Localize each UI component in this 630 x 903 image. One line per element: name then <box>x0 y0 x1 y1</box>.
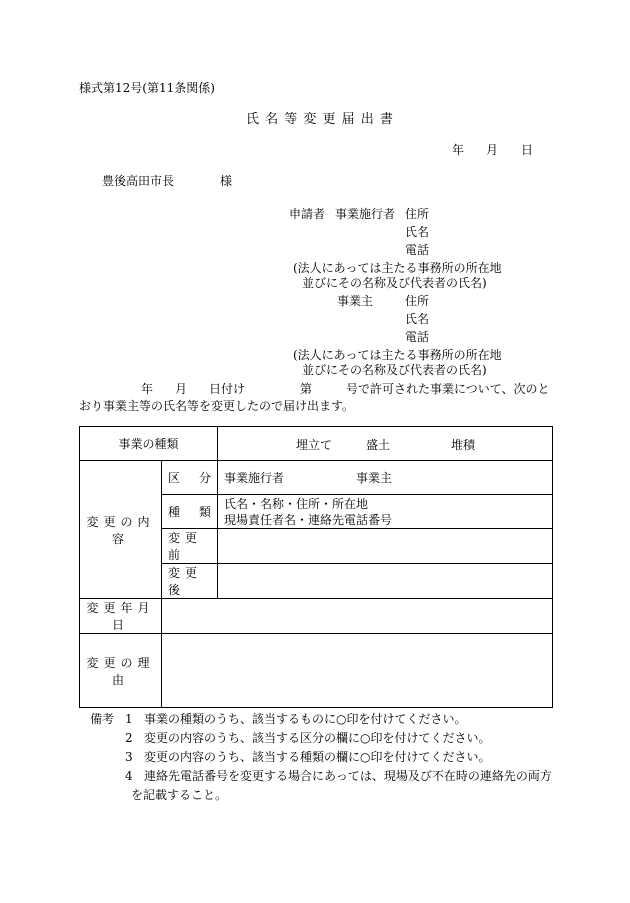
body-number-prefix: 第 <box>300 382 313 396</box>
body-year: 年 <box>141 382 154 396</box>
body-month: 月 <box>175 382 188 396</box>
operator-role: 事業施行者 <box>335 207 396 221</box>
note-text: 事業の種類のうち、該当するものに○印を付けてください。 <box>144 712 467 726</box>
change-date-label: 変更年月日 <box>80 599 162 634</box>
note-number: 2 <box>125 731 133 745</box>
note-text-continued: を記載すること。 <box>131 788 228 802</box>
page-title: 氏 名 等 変 更 届 出 書 <box>246 112 394 127</box>
change-reason-label: 変更の理由 <box>80 634 162 708</box>
table-row <box>80 461 553 495</box>
kind-label: 種 類 <box>162 495 218 529</box>
note-text: 連絡先電話番号を変更する場合にあっては、現場及び不在時の連絡先の両方 <box>144 769 552 783</box>
business-type-options[interactable] <box>218 427 553 461</box>
corporate-note: (法人にあっては主たる事務所の所在地 <box>293 348 502 362</box>
kind-line-2[interactable]: 現場責任者名・連絡先電話番号 <box>224 512 393 527</box>
note-text: 変更の内容のうち、該当する種類の欄に○印を付けてください。 <box>144 750 491 764</box>
operator-address-label: 住所 <box>405 207 430 221</box>
before-label: 変更前 <box>162 529 218 564</box>
change-reason-value[interactable] <box>162 634 553 708</box>
owner-address-label: 住所 <box>405 294 430 308</box>
business-type-label: 事業の種類 <box>80 427 218 461</box>
after-value[interactable] <box>218 564 553 599</box>
corporate-note: 並びにその名称及び代表者の氏名) <box>302 363 487 377</box>
corporate-note: (法人にあっては主たる事務所の所在地 <box>293 261 502 275</box>
notes-label: 備考 <box>90 712 115 726</box>
category-options[interactable]: 事業施行者 事業主 <box>218 461 553 495</box>
note-number: 3 <box>125 750 133 764</box>
note-number: 1 <box>125 712 133 726</box>
corporate-note: 並びにその名称及び代表者の氏名) <box>302 276 487 290</box>
date-month: 月 <box>486 143 499 157</box>
table-row <box>80 634 553 708</box>
change-date-value[interactable] <box>162 599 553 634</box>
business-type-stockpile[interactable]: 堆積 <box>451 437 476 452</box>
change-details-label: 変更の内容 <box>80 461 162 599</box>
business-type-landfill[interactable]: 埋立て <box>296 437 333 452</box>
date-year: 年 <box>452 143 465 157</box>
note-number: 4 <box>125 769 133 783</box>
operator-name-label: 氏名 <box>405 225 430 239</box>
body-day-dated: 日付け <box>209 382 246 396</box>
kind-options[interactable] <box>218 495 553 529</box>
owner-phone-label: 電話 <box>405 330 430 344</box>
operator-phone-label: 電話 <box>405 243 430 257</box>
date-day: 日 <box>521 143 534 157</box>
applicant-label: 申請者 <box>289 207 326 221</box>
note-text: 変更の内容のうち、該当する区分の欄に○印を付けてください。 <box>144 731 491 745</box>
category-label: 区 分 <box>162 461 218 495</box>
form-number: 様式第12号(第11条関係) <box>79 81 215 95</box>
owner-name-label: 氏名 <box>405 312 430 326</box>
kind-line-1[interactable]: 氏名・名称・住所・所在地 <box>224 496 369 511</box>
after-label: 変更後 <box>162 564 218 599</box>
table-row <box>80 427 553 461</box>
before-value[interactable] <box>218 529 553 564</box>
addressee-honorific: 様 <box>220 174 233 188</box>
change-form-table <box>79 426 553 708</box>
business-type-embankment[interactable]: 盛土 <box>366 437 391 452</box>
body-line1: 号で許可された事業について、次のと <box>346 382 550 396</box>
addressee-name: 豊後高田市長 <box>102 174 175 188</box>
table-row <box>80 599 553 634</box>
body-line2: おり事業主等の氏名等を変更したので届け出ます。 <box>79 399 355 413</box>
owner-role: 事業主 <box>337 294 374 308</box>
